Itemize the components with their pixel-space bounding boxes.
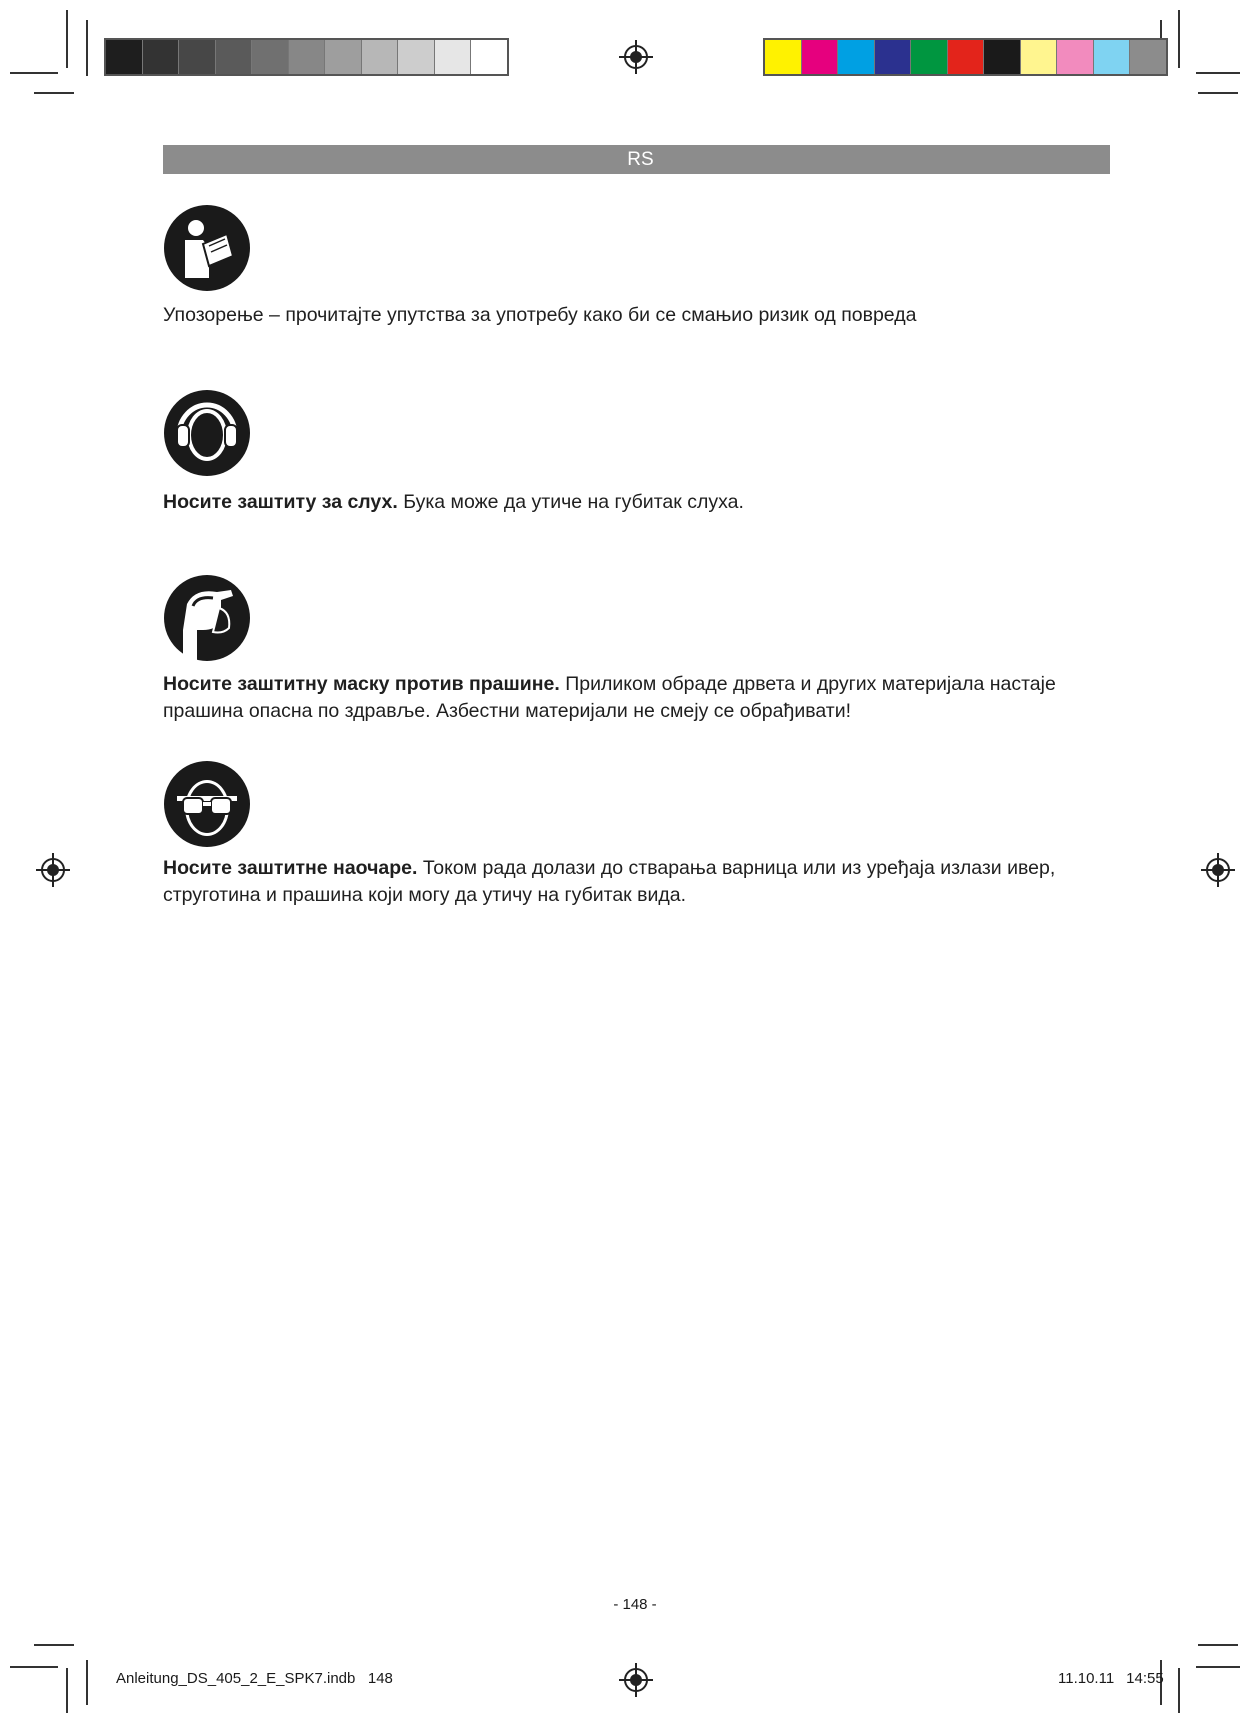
crop-mark <box>1198 1644 1238 1646</box>
footer-timestamp <box>1058 1670 1164 1687</box>
warning-body: Упозорење – прочитајте упутства за употребу како би се смањио ризик од повреда <box>163 304 917 326</box>
safety-goggles-bold: Носите заштитне наочаре. <box>163 857 418 879</box>
grayscale-calibration-bar <box>104 38 509 76</box>
registration-mark-icon <box>36 853 70 887</box>
crop-mark <box>1178 10 1180 68</box>
page-number: - 148 - <box>613 1596 657 1613</box>
crop-mark <box>34 1644 74 1646</box>
footer-file-info: Anleitung_DS_405_2_E_SPK7.indb 148 <box>116 1670 393 1687</box>
crop-mark <box>34 92 74 94</box>
hearing-protection-icon <box>163 389 251 477</box>
safety-goggles-icon <box>163 760 251 848</box>
color-swatch <box>948 40 985 74</box>
color-swatch <box>398 40 435 74</box>
crop-mark <box>10 72 58 74</box>
color-swatch <box>106 40 143 74</box>
color-swatch <box>1021 40 1058 74</box>
read-manual-icon <box>163 204 251 292</box>
registration-mark-icon <box>1201 853 1235 887</box>
color-swatch <box>1094 40 1131 74</box>
crop-mark <box>66 1668 68 1713</box>
color-swatch <box>911 40 948 74</box>
warning-text <box>163 302 1113 329</box>
language-code: RS <box>627 149 654 170</box>
safety-goggles-body: Током рада долази до стварања варница или из уређаја излази ивер, струготина и прашина који могу да утичу на губитак вида. <box>163 857 1056 906</box>
footer-time: 14:55 <box>1126 1670 1164 1687</box>
color-swatch <box>252 40 289 74</box>
registration-mark-icon <box>619 40 653 74</box>
crop-mark <box>1196 72 1240 74</box>
crop-mark <box>1198 92 1238 94</box>
color-swatch <box>289 40 326 74</box>
crop-mark <box>1196 1666 1240 1668</box>
color-swatch <box>875 40 912 74</box>
color-swatch <box>435 40 472 74</box>
color-swatch <box>765 40 802 74</box>
color-swatch <box>1057 40 1094 74</box>
crop-mark <box>1178 1668 1180 1713</box>
color-swatch <box>179 40 216 74</box>
color-swatch <box>1130 40 1166 74</box>
dust-mask-icon <box>163 574 251 662</box>
footer-date: 11.10.11 <box>1058 1670 1115 1687</box>
color-swatch <box>143 40 180 74</box>
crop-mark <box>10 1666 58 1668</box>
crop-mark <box>86 1660 88 1705</box>
color-swatch <box>216 40 253 74</box>
color-swatch <box>325 40 362 74</box>
hearing-protection-body: Бука може да утиче на губитак слуха. <box>397 491 744 513</box>
color-swatch <box>984 40 1021 74</box>
color-swatch <box>838 40 875 74</box>
registration-mark-icon <box>619 1663 653 1697</box>
crop-mark <box>66 10 68 68</box>
dust-mask-body: Приликом обраде дрвета и других материјала настаје прашина опасна по здравље. Азбестни материјали не смеју се обрађивати! <box>163 673 1056 722</box>
dust-mask-text <box>163 671 1113 725</box>
dust-mask-bold: Носите заштитну маску против прашине. <box>163 673 560 695</box>
hearing-protection-bold: Носите заштиту за слух. <box>163 491 398 513</box>
color-calibration-bar <box>763 38 1168 76</box>
hearing-protection-text <box>163 489 1113 516</box>
color-swatch <box>802 40 839 74</box>
color-swatch <box>362 40 399 74</box>
crop-mark <box>86 20 88 76</box>
color-swatch <box>471 40 507 74</box>
safety-goggles-text <box>163 855 1113 909</box>
language-header-band <box>163 145 1110 174</box>
